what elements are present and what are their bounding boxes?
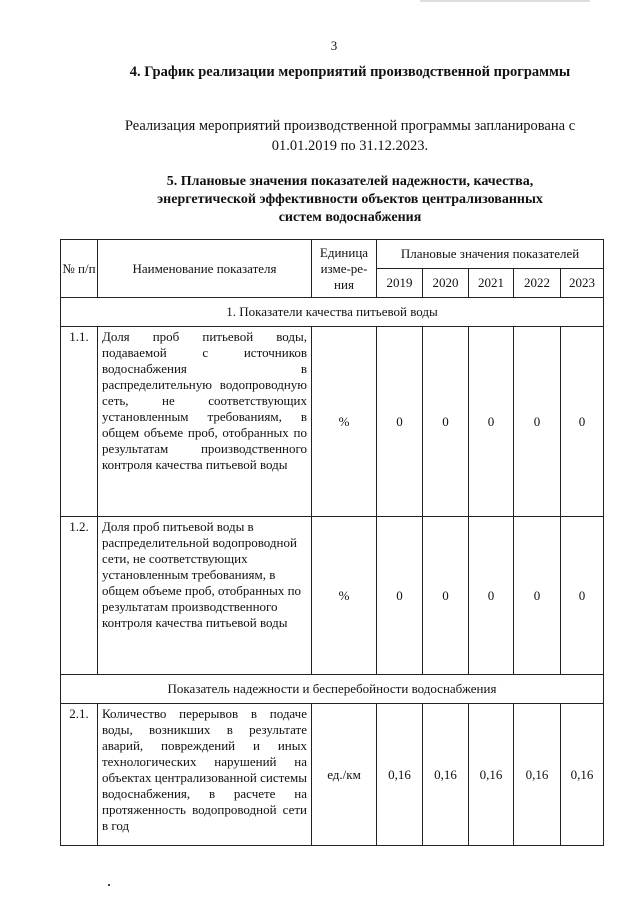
unit-cell: % — [312, 517, 377, 675]
section-heading: Показатель надежности и бесперебойности водоснабжения — [61, 675, 604, 704]
value-cell: 0,16 — [377, 704, 423, 846]
header-year: 2022 — [514, 269, 561, 298]
header-name: Наименование показателя — [98, 240, 312, 298]
page-number: 3 — [330, 38, 338, 53]
value-cell: 0,16 — [514, 704, 561, 846]
value-cell: 0,16 — [423, 704, 469, 846]
value-cell: 0 — [514, 327, 561, 517]
header-year: 2021 — [469, 269, 514, 298]
section-5-title-line: энергетической эффективности объектов централизованных — [157, 192, 543, 207]
section-5-title — [100, 173, 600, 227]
section-4-title: 4. График реализации мероприятий производственной программы — [129, 64, 571, 80]
table-row — [61, 517, 604, 675]
table-row — [61, 327, 604, 517]
header-unit: Единица изме-ре-ния — [312, 240, 377, 298]
value-cell: 0 — [469, 517, 514, 675]
scan-speck — [108, 884, 110, 886]
section-5-title-line: систем водоснабжения — [278, 210, 422, 225]
value-cell: 0 — [514, 517, 561, 675]
section-heading: 1. Показатели качества питьевой воды — [61, 298, 604, 327]
row-number: 1.1. — [61, 327, 98, 517]
value-cell: 0,16 — [469, 704, 514, 846]
section-5-title-line: 5. Плановые значения показателей надежности, качества, — [166, 174, 534, 189]
header-year: 2023 — [561, 269, 604, 298]
row-number: 2.1. — [61, 704, 98, 846]
value-cell: 0 — [377, 517, 423, 675]
section-4-text: Реализация мероприятий производственной программы запланирована с 01.01.2019 по 31.12.2023. — [124, 118, 576, 154]
row-number: 1.2. — [61, 517, 98, 675]
indicators-table — [60, 239, 604, 846]
table-row — [61, 704, 604, 846]
value-cell: 0 — [469, 327, 514, 517]
scan-artifact — [420, 0, 590, 2]
value-cell: 0,16 — [561, 704, 604, 846]
unit-cell: % — [312, 327, 377, 517]
unit-cell: ед./км — [312, 704, 377, 846]
value-cell: 0 — [423, 327, 469, 517]
value-cell: 0 — [561, 517, 604, 675]
value-cell: 0 — [423, 517, 469, 675]
indicator-name: Количество перерывов в подаче воды, возникших в результате аварий, повреждений и иных технологических нарушений на объектах централизованной системы водоснабжения, в расчете на протяженность водопроводной сети в год — [98, 704, 312, 846]
header-year: 2019 — [377, 269, 423, 298]
indicator-name: Доля проб питьевой воды, подаваемой с источников водоснабжения в распределительную водопроводную сеть, не соответствующих установленным требованиям, в общем объеме проб, отобранных по результатам производственного контроля качества питьевой воды — [98, 327, 312, 517]
value-cell: 0 — [377, 327, 423, 517]
header-year: 2020 — [423, 269, 469, 298]
indicator-name: Доля проб питьевой воды в распределительной водопроводной сети, не соответствующих установленным требованиям, в общем объеме проб, отобранных по результатам производственного контроля качества питьевой воды — [98, 517, 312, 675]
header-plan: Плановые значения показателей — [377, 240, 604, 269]
header-num: № п/п — [61, 240, 98, 298]
value-cell: 0 — [561, 327, 604, 517]
